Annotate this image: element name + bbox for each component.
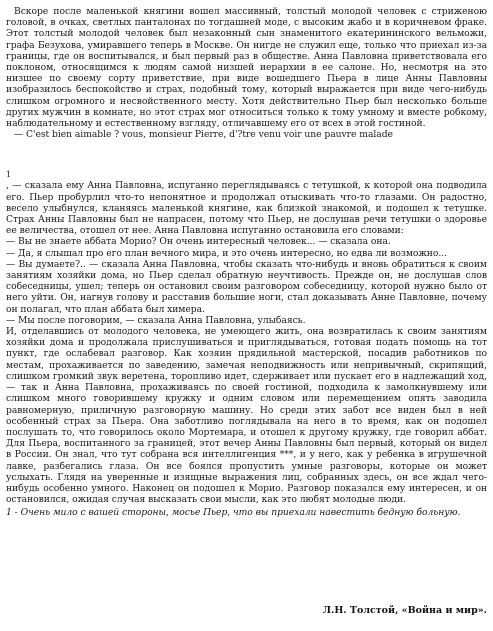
paragraph-anna-reply: , — сказала ему Анна Павловна, испуганно переглядываясь с тетушкой, к которой она подводила его. Пьер пробурлил что-то непонятное и продолжал отыскивать что-то глазами. Он радостно, весело улыбнулся, кланяясь маленькой княгине, как близкой знакомой, и подошел к тетушке. Страх Анны Павловны был не напрасен, потому что Пьер, не дослушав речи тетушки о здоровье ее величества, отошел от нее. Анна Павловна испуганно остановила его словами: (6, 180, 487, 237)
paragraph-french-quote: — C'est bien aimable ? vous, monsieur Pierre, d'?tre venu voir une pauvre malade (14, 129, 393, 141)
footnote-text: 1 - Очень мило с вашей стороны, мосье Пьер, что вы приехали навестить бедную больную. (6, 507, 461, 519)
author-signature: Л.Н. Толстой, «Война и мир». (322, 605, 487, 616)
dialogue-line-3: — Вы думаете?.. — сказала Анна Павловна, чтобы сказать что-нибудь и вновь обратиться к своим занятиям хозяйки дома, но Пьер сделал обратную неучтивость. Прежде он, не дослушав слов собеседницы, ушел; теперь он остановил своим разговором собеседницу, которой нужно было от него уйти. Он, нагнув голову и расставив большие ноги, стал доказывать Анне Павловне, почему он полагал, что план аббата был химера. (6, 258, 487, 315)
footnote-reference: 1 (6, 170, 12, 180)
dialogue-line-2: — Да, я слышал про его план вечного мира, и это очень интересно, но едва ли возможно... (6, 247, 447, 259)
dialogue-line-4: — Мы после поговорим, — сказала Анна Павловна, улыбаясь. (6, 314, 306, 326)
dialogue-line-1: — Вы не знаете аббата Морио? Он очень интересный человек... — сказала она. (6, 236, 391, 248)
document-body (6, 6, 487, 519)
paragraph-salon: И, отделавшись от молодого человека, не умеющего жить, она возвратилась к своим занятиям хозяйки дома и продолжала прислушиваться и приглядываться, готовая подать помощь на тот пункт, где ослабевал разговор. Как хозяин прядильной мастерской, посадив работников по местам, прохаживается по заведению, замечая неподвижность или непривычный, скрипящий, слишком громкий звук веретена, торопливо идет, сдерживает или пускает его в надлежащий ход, — так и Анна Павловна, прохаживаясь по своей гостиной, подходила к замолкнувшему или слишком много говорившему кружку и одним словом или перемещением опять заводила равномерную, приличную разговорную машину. Но среди этих забот все виден был в ней особенный страх за Пьера. Она заботливо поглядывала на него в то время, как он подошел послушать то, что говорилось около Мортемара, и отошел к другому кружку, где говорил аббат. Для Пьера, воспитанного за границей, этот вечер Анны Павловны был первый, который он видел в России. Он знал, что тут собрана вся интеллигенция ***, и у него, как у ребенка в игрушечной лавке, разбегались глаза. Он все боялся пропустить умные разговоры, которые он может услыхать. Глядя на уверенные и изящные выражения лиц, собранных здесь, он все ждал чего-нибудь особенно умного. Наконец он подошел к Морио. Разговор показался ему интересен, и он остановился, ожидая случая высказать свои мысли, как это любят молодые люди. (6, 326, 487, 506)
paragraph-intro: Вскоре после маленькой княгини вошел массивный, толстый молодой человек с стриженою головой, в очках, светлых панталонах по тогдашней моде, с высоким жабо и в коричневом фраке. Этот толстый молодой человек был незаконный сын знаменитого екатерининского вельможи, графа Безухова, умиравшего теперь в Москве. Он нигде не служил еще, только что приехал из-за границы, где он воспитывался, и был первый раз в обществе. Анна Павловна приветствовала его поклоном, относящимся к людям самой низшей иерархии в ее салоне. Но, несмотря на это низшее по своему сорту приветствие, при виде вошедшего Пьера в лице Анны Павловны изобразилось беспокойство и страх, подобный тому, который выражается при виде чего-нибудь слишком огромного и несвойственного месту. Хотя действительно Пьер был несколько больше других мужчин в комнате, но этот страх мог относиться только к тому умному и вместе робкому, наблюдательному и естественному взгляду, отличавшему его от всех в этой гостиной. (6, 6, 487, 130)
